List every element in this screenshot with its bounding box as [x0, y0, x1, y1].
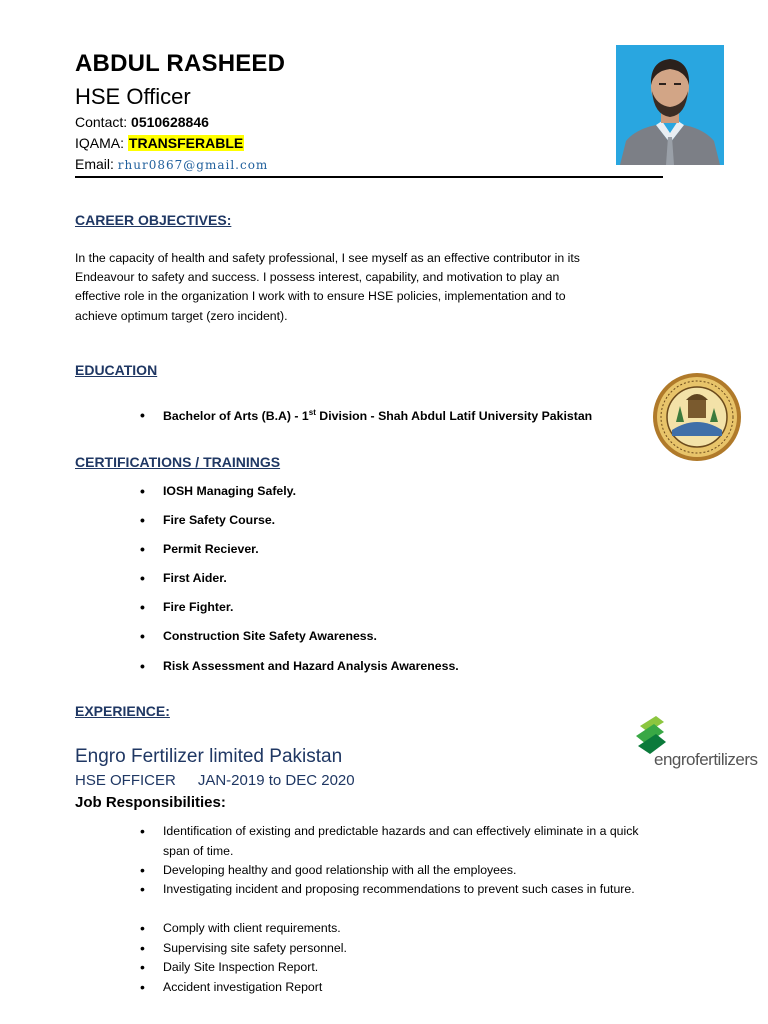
responsibility-item: • Identification of existing and predictable hazards and can effectively eliminate in a quick span of time.: [163, 822, 663, 861]
iqama-value: TRANSFERABLE: [128, 135, 244, 151]
logo-text: engrofertilizers: [654, 750, 758, 769]
contact-value: 0510628846: [131, 114, 209, 130]
education-degree: Bachelor of Arts (B.A) - 1: [163, 409, 309, 424]
iqama-line: [75, 135, 244, 151]
experience-heading: EXPERIENCE:: [75, 703, 170, 719]
education-heading: EDUCATION: [75, 362, 158, 378]
company-name: Engro Fertilizer limited Pakistan: [75, 746, 343, 767]
career-objectives-text: In the capacity of health and safety professional, I see myself as an effective contributor in its Endeavour to safety and success. I possess interest, capability, and motivation to play an effective role in the organization I work with to ensure HSE policies, implementation and to achieve optimum target (zero incident).: [75, 251, 580, 323]
responsibility-item: • Daily Site Inspection Report.: [163, 958, 663, 978]
header-divider: [75, 176, 663, 178]
responsibility-item: • Accident investigation Report: [163, 978, 663, 998]
resume-page: ABDUL RASHEED HSE Officer Contact: 0510628846 IQAMA: TRANSFERABLE Email: rhur0867@gmail.com CAREER OBJECTIVES: In the capacity of health and safety professional, I see myself as an effective contributor in its Endeavour to safety and success. I possess interest, capability, and motivation to play an effective role in the organization I work with to ensure HSE policies, implementation and to achieve optimum target (zero incident). EDUCATION Bachelor of Arts (B.A) - 1st Division - Shah Abdul Latif University Pakistan CERTIFICATIONS / TRAININGS IOSH Managing Safely. Fire Safety Course. Permit Reciever. First Aider. Fire Fighter. Construction Site Safety Awareness. Risk Assessment and Hazard Analysis Awareness. EXPERIENCE: engrofertilizers Engro Fertilizer limited Pakistan HSE OFFICER JAN-2019 to DEC 2020 Job Responsibilities: • Identification of existing and predictable hazards and can effectively eliminate in a quick span of time. • Developing healthy and good relationship with all the employees. • Investigating incident and proposing recommendations to prevent such cases in future. • Comply with client requirements. • Supervising site safety personnel. • Daily Site Inspection Report. • Accident investigation Report: [0, 0, 768, 1024]
responsibility-item: • Supervising site safety personnel.: [163, 939, 663, 959]
contact-line: [75, 114, 209, 130]
education-superscript: st: [308, 408, 316, 417]
iqama-label: IQAMA:: [75, 135, 128, 151]
education-institution: Division - Shah Abdul Latif University Pakistan: [315, 409, 593, 424]
email-link[interactable]: rhur0867@gmail.com: [117, 158, 269, 172]
candidate-name: ABDUL RASHEED: [75, 50, 286, 77]
responsibility-item: • Developing healthy and good relationship with all the employees.: [163, 861, 663, 881]
responsibility-item: • Comply with client requirements.: [163, 919, 663, 939]
contact-label: Contact:: [75, 114, 132, 130]
position-title: HSE OFFICER: [75, 772, 176, 789]
career-objectives-heading: CAREER OBJECTIVES:: [75, 212, 232, 228]
email-line: [75, 156, 268, 172]
candidate-title: HSE Officer: [75, 84, 191, 109]
certifications-heading: CERTIFICATIONS / TRAININGS: [75, 454, 281, 470]
engro-fertilizers-logo: [634, 714, 758, 778]
responsibility-item: • Investigating incident and proposing recommendations to prevent such cases in future.: [163, 880, 663, 900]
position-period: JAN-2019 to DEC 2020: [197, 772, 355, 789]
responsibilities-heading: Job Responsibilities:: [75, 794, 226, 811]
email-label: Email:: [75, 156, 118, 172]
university-seal-logo: [652, 372, 742, 462]
position-line: [75, 772, 355, 789]
profile-photo: [616, 45, 724, 165]
